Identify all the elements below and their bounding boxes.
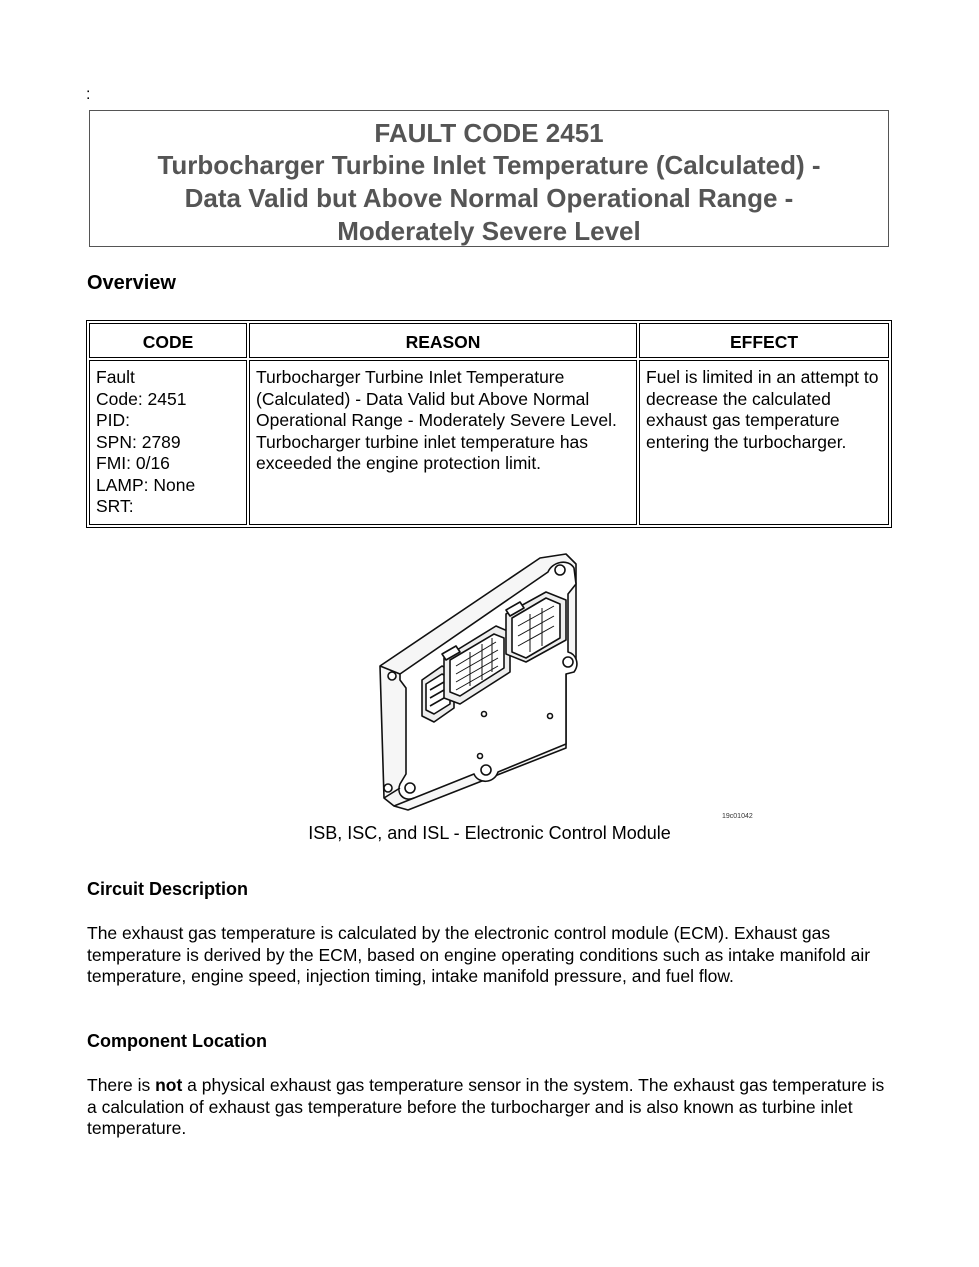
code-line-fmi: FMI: 0/16 xyxy=(96,453,170,473)
header-reason: REASON xyxy=(249,323,637,358)
code-cell xyxy=(89,360,247,525)
page-colon: : xyxy=(86,86,91,103)
component-location-heading: Component Location xyxy=(87,1031,267,1051)
component-location-text xyxy=(87,1075,887,1140)
header-code: CODE xyxy=(89,323,247,358)
ecm-illustration xyxy=(370,548,760,820)
component-text-end: a physical exhaust gas temperature sensor in the system. The exhaust gas temperature is a calculation of exhaust gas temperature before the turbocharger and is also known as turbine inlet temperature. xyxy=(87,1075,885,1138)
overview-heading: Overview xyxy=(87,272,176,294)
component-text-emphasis: not xyxy=(155,1075,183,1095)
code-line-code: Code: 2451 xyxy=(96,388,187,409)
fault-description-line-1: Turbocharger Turbine Inlet Temperature (Calculated) - xyxy=(157,150,821,180)
table-header-row xyxy=(89,323,889,358)
figure-id-label: 19c01042 xyxy=(722,813,753,820)
figure-caption: ISB, ISC, and ISL - Electronic Control Module xyxy=(308,823,671,843)
component-text-start: There is xyxy=(87,1075,156,1095)
code-line-spn: SPN: 2789 xyxy=(96,431,181,452)
circuit-description-text: The exhaust gas temperature is calculated by the electronic control module (ECM). Exhaust gas temperature is derived by the ECM, based on engine operating conditions such as intake manifold air temperature, engine speed, injection timing, intake manifold pressure, and fuel flow. xyxy=(87,923,871,986)
code-line-srt: SRT: xyxy=(96,496,134,516)
fault-code-title: FAULT CODE 2451 xyxy=(374,118,604,148)
code-line-lamp: LAMP: None xyxy=(96,474,196,495)
header-effect: EFFECT xyxy=(639,323,889,358)
code-line-pid: PID: xyxy=(96,410,131,430)
fault-code-title-box xyxy=(89,110,889,247)
reason-cell: Turbocharger Turbine Inlet Temperature (Calculated) - Data Valid but Above Normal Operational Range - Moderately Severe Level. Turbocharger turbine inlet temperature has exceeded the engine protection limit. xyxy=(249,360,637,525)
effect-cell: Fuel is limited in an attempt to decrease the calculated exhaust gas temperature entering the turbocharger. xyxy=(639,360,889,525)
code-line-fault: Fault xyxy=(96,367,135,387)
fault-description-line-3: Moderately Severe Level xyxy=(337,216,641,246)
circuit-description-heading: Circuit Description xyxy=(87,879,249,899)
fault-code-table xyxy=(86,320,892,528)
fault-description-line-2: Data Valid but Above Normal Operational Range - xyxy=(184,183,794,213)
table-row xyxy=(89,360,889,525)
